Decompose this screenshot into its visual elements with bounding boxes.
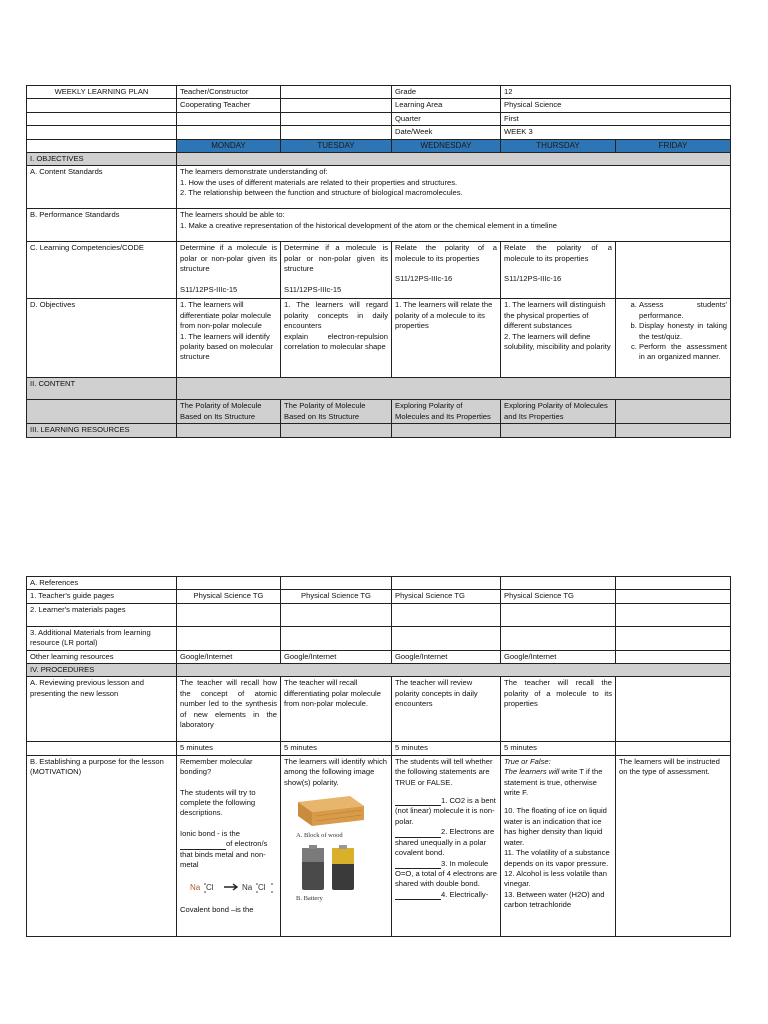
content-topic-wednesday: Exploring Polarity of Molecules and Its Properties (392, 400, 501, 424)
objective-item: c. Perform the assessment in an organized manner. (639, 342, 727, 363)
day-thursday: THURSDAY (501, 139, 616, 152)
content-standards-text: The learners demonstrate understanding of: 1. How the uses of different materials are related to their properties and structures. 2. The relationship between the function and structure of biological macromolecules. (177, 166, 731, 209)
minutes-wednesday: 5 minutes (392, 742, 501, 755)
svg-text:A. Block of wood: A. Block of wood (296, 832, 343, 840)
svg-text:Na: Na (242, 882, 253, 892)
motivation-wednesday: The students will tell whether the following statements are TRUE or FALSE. 1. CO2 is a bent (not linear) molecule it is non-polar. 2. Electrons are shared unequally in a polar covalent bond. 3. In molecule O=O, a total of 4 electrons are shared with double bond. 4. Electrically- (392, 755, 501, 936)
weekly-plan-table-bottom (26, 576, 731, 937)
day-tuesday: TUESDAY (281, 139, 392, 152)
motivation-thursday: True or False: The learners will write T if the statement is true, otherwise write F. 10. The floating of ice on liquid water is an indication that ice has higher density than liquid water. 11. The volatility of a substance depends on its vapor pressure. 12. Alcohol is less volatile than vinegar. 13. Between water (H2O) and carbon tetrachloride (501, 755, 616, 936)
section-procedures: IV. PROCEDURES (27, 664, 177, 677)
tg-monday: Physical Science TG (177, 590, 281, 603)
week-value: WEEK 3 (501, 126, 731, 139)
review-tuesday: The teacher will recall differentiating polar molecule from non-polar molecule. (281, 677, 392, 742)
tg-thursday: Physical Science TG (501, 590, 616, 603)
references-label: A. References (27, 577, 177, 590)
other-thursday: Google/Internet (501, 650, 616, 663)
review-wednesday: The teacher will review polarity concepts in daily encounters (392, 677, 501, 742)
review-thursday: The teacher will recall the polarity of a molecule to its properties (501, 677, 616, 742)
learners-materials-label: 2. Learner's materials pages (27, 603, 177, 626)
competency-monday: Determine if a molecule is polar or non-polar given its structure S11/12PS-IIIc-15 (177, 242, 281, 299)
objectives-monday: 1. The learners will differentiate polar molecule from non-polar molecule 1. The learners will identify polarity based on molecular structure (177, 299, 281, 378)
tg-tuesday: Physical Science TG (281, 590, 392, 603)
grade-value: 12 (501, 86, 731, 99)
objectives-wednesday: 1. The learners will relate the polarity of a molecule to its properties (392, 299, 501, 378)
motivation-label: B. Establishing a purpose for the lesson (MOTIVATION) (27, 755, 177, 936)
objectives-thursday: 1. The learners will distinguish the physical properties of different substances 2. The learners will define solubility, miscibility and polarity (501, 299, 616, 378)
other-resources-label: Other learning resources (27, 650, 177, 663)
minutes-thursday: 5 minutes (501, 742, 616, 755)
quarter-value: First (501, 112, 731, 125)
section-content: II. CONTENT (27, 378, 177, 400)
motivation-tuesday: The learners will identify which among the following image show(s) polarity. A. Block of wood B. Battery (281, 755, 392, 936)
grade-label: Grade (392, 86, 501, 99)
objective-item: b. Display honesty in taking the test/quiz. (639, 321, 727, 342)
content-topic-monday: The Polarity of Molecule Based on Its Structure (177, 400, 281, 424)
performance-standards-text: The learners should be able to: 1. Make a creative representation of the historical development of the atom or the chemical element in a timeline (177, 209, 731, 242)
day-monday: MONDAY (177, 139, 281, 152)
coop-teacher-value (281, 99, 392, 112)
svg-text:Na: Na (190, 882, 201, 892)
plan-title: WEEKLY LEARNING PLAN (27, 86, 177, 99)
objectives-tuesday: 1. The learners will regard polarity concepts in daily encounters explain electron-repulsion correlation to molecular shape (281, 299, 392, 378)
learning-area-label: Learning Area (392, 99, 501, 112)
day-friday: FRIDAY (616, 139, 731, 152)
wood-block-image (292, 792, 372, 840)
competencies-label: C. Learning Competencies/CODE (27, 242, 177, 299)
content-topic-thursday: Exploring Polarity of Molecules and Its Properties (501, 400, 616, 424)
other-tuesday: Google/Internet (281, 650, 392, 663)
quarter-label: Quarter (392, 112, 501, 125)
day-wednesday: WEDNESDAY (392, 139, 501, 152)
week-label: Date/Week (392, 126, 501, 139)
ionic-bond-diagram (188, 875, 278, 899)
motivation-friday: The learners will be instructed on the type of assessment. (616, 755, 731, 936)
section-learning-resources: III. LEARNING RESOURCES (27, 424, 177, 437)
teacher-label: Teacher/Constructor (177, 86, 281, 99)
section-objectives: I. OBJECTIVES (27, 153, 177, 166)
objectives-friday (616, 299, 731, 378)
svg-text:Cl: Cl (206, 882, 214, 892)
weekly-plan-table-top (26, 85, 731, 438)
content-standards-label: A. Content Standards (27, 166, 177, 209)
coop-teacher-label: Cooperating Teacher (177, 99, 281, 112)
other-monday: Google/Internet (177, 650, 281, 663)
minutes-tuesday: 5 minutes (281, 742, 392, 755)
learning-area-value: Physical Science (501, 99, 731, 112)
competency-thursday: Relate the polarity of a molecule to its properties S11/12PS-IIIc-16 (501, 242, 616, 299)
teachers-guide-label: 1. Teacher's guide pages (27, 590, 177, 603)
review-monday: The teacher will recall how the concept of atomic number led to the synthesis of new elements in the laboratory (177, 677, 281, 742)
svg-text:Cl: Cl (258, 882, 266, 892)
competency-wednesday: Relate the polarity of a molecule to its properties S11/12PS-IIIc-16 (392, 242, 501, 299)
objectives-label: D. Objectives (27, 299, 177, 378)
battery-image (292, 844, 372, 902)
objective-item: a. Assess students' performance. (639, 300, 727, 321)
competency-tuesday: Determine if a molecule is polar or non-polar given its structure S11/12PS-IIIc-15 (281, 242, 392, 299)
content-topic-tuesday: The Polarity of Molecule Based on Its Structure (281, 400, 392, 424)
svg-text:B. Battery: B. Battery (296, 895, 323, 903)
additional-materials-label: 3. Additional Materials from learning resource (LR portal) (27, 626, 177, 650)
review-label: A. Reviewing previous lesson and presenting the new lesson (27, 677, 177, 742)
motivation-monday: Remember molecular bonding? The students will try to complete the following descriptions. Ionic bond - is the of electron/s that binds metal and non-metal Na Cl Na Cl Covalent bond –is the (177, 755, 281, 936)
performance-standards-label: B. Performance Standards (27, 209, 177, 242)
tg-wednesday: Physical Science TG (392, 590, 501, 603)
teacher-value (281, 86, 392, 99)
minutes-monday: 5 minutes (177, 742, 281, 755)
other-wednesday: Google/Internet (392, 650, 501, 663)
